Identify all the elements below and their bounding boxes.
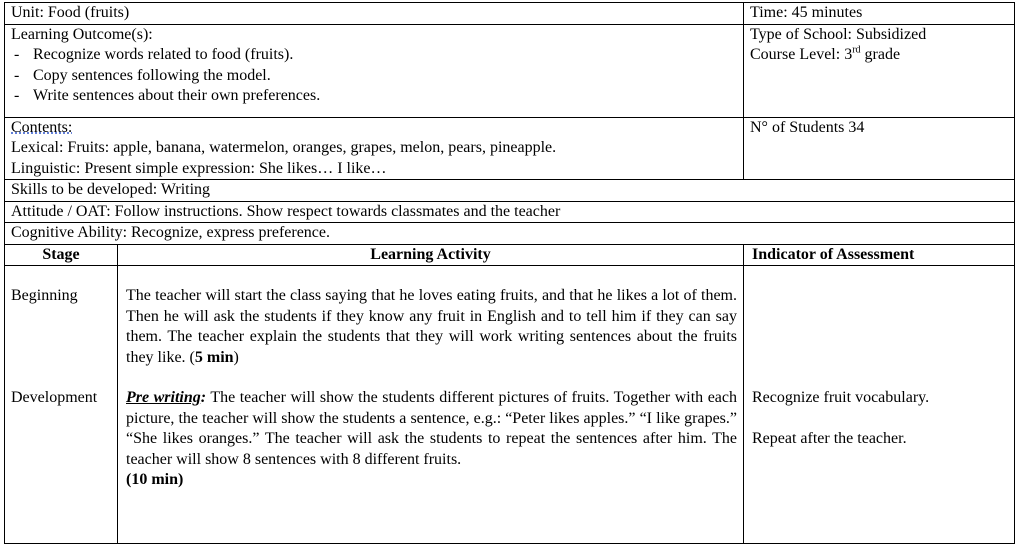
students-cell	[744, 117, 1015, 180]
development-time: (10 min)	[126, 471, 184, 488]
contents-row	[5, 117, 1015, 180]
lesson-plan-table	[4, 2, 1015, 544]
stage-cell	[5, 266, 118, 544]
indicator-header: Indicator of Assessment	[744, 244, 1015, 266]
stage-beginning: Beginning	[11, 287, 78, 304]
column-header-row	[5, 244, 1015, 266]
outcomes-cell	[5, 24, 744, 117]
outcome-item: - Recognize words related to food (fruits).	[11, 45, 737, 66]
prewriting-label: Pre writing	[126, 389, 201, 406]
skills-row	[5, 180, 1015, 202]
course-level-sup: rd	[852, 44, 861, 56]
outcomes-row	[5, 24, 1015, 117]
outcomes-label: Learning Outcome(s):	[11, 25, 153, 43]
beginning-close: )	[233, 348, 239, 366]
unit-row	[5, 3, 1015, 25]
attitude-text: Attitude / OAT: Follow instructions. Show respect towards classmates and the teacher	[11, 202, 561, 220]
indicator-item: Repeat after the teacher.	[752, 429, 907, 447]
beginning-text: The teacher will start the class saying that he loves eating fruits, and that he likes a lot of them. Then he will ask the students if they know any fruit in English and to tell him if they can say them. The teacher explain the students that they will work writing sentences about the fruits they like. (	[126, 287, 737, 366]
outcome-item: - Write sentences about their own preferences.	[11, 86, 737, 107]
development-activity	[126, 388, 737, 470]
outcome-item: - Copy sentences following the model.	[11, 66, 737, 87]
cognitive-cell	[5, 223, 1015, 245]
linguistic-line: Linguistic: Present simple expression: She likes… I like…	[11, 159, 387, 177]
school-cell	[744, 24, 1015, 117]
contents-cell	[5, 117, 744, 180]
prewriting-colon: :	[200, 389, 207, 406]
course-level-suffix: grade	[860, 46, 901, 63]
beginning-activity	[126, 286, 737, 368]
time-cell	[744, 3, 1015, 25]
lexical-line: Lexical: Fruits: apple, banana, watermelon, oranges, grapes, melon, pears, pineapple.	[11, 139, 557, 156]
stage-development: Development	[11, 388, 98, 406]
development-text: The teacher will show the students different pictures of fruits. Together with each picture, the teacher will show the students a sentence, e.g.: “Peter likes apples.” “I like grapes.” “She likes oranges.” The teacher will ask the students to repeat the sentences after him. The teacher will show 8 sentences with 8 different fruits.	[126, 389, 738, 468]
activity-header: Learning Activity	[118, 244, 744, 266]
unit-text: Unit: Food (fruits)	[11, 4, 130, 21]
beginning-time: 5 min	[194, 348, 234, 366]
course-level-prefix: Course Level: 3	[750, 46, 853, 63]
indicator-cell	[744, 266, 1015, 544]
unit-cell	[5, 3, 744, 25]
contents-label	[11, 118, 737, 139]
activities-row	[5, 266, 1015, 544]
attitude-cell	[5, 201, 1015, 223]
skills-cell	[5, 180, 1015, 202]
contents-label-text: Contents:	[11, 118, 73, 136]
activity-cell	[118, 266, 744, 544]
time-text: Time: 45 minutes	[750, 4, 863, 21]
indicator-item: Recognize fruit vocabulary.	[752, 389, 930, 406]
course-level	[750, 45, 1008, 66]
outcomes-list	[11, 45, 737, 107]
attitude-row	[5, 201, 1015, 223]
skills-text: Skills to be developed: Writing	[11, 181, 211, 198]
cognitive-text: Cognitive Ability: Recognize, express preference.	[11, 224, 331, 241]
school-type: Type of School: Subsidized	[750, 25, 927, 43]
cognitive-row	[5, 223, 1015, 245]
stage-header: Stage	[5, 244, 118, 266]
students-text: N° of Students 34	[750, 118, 865, 136]
